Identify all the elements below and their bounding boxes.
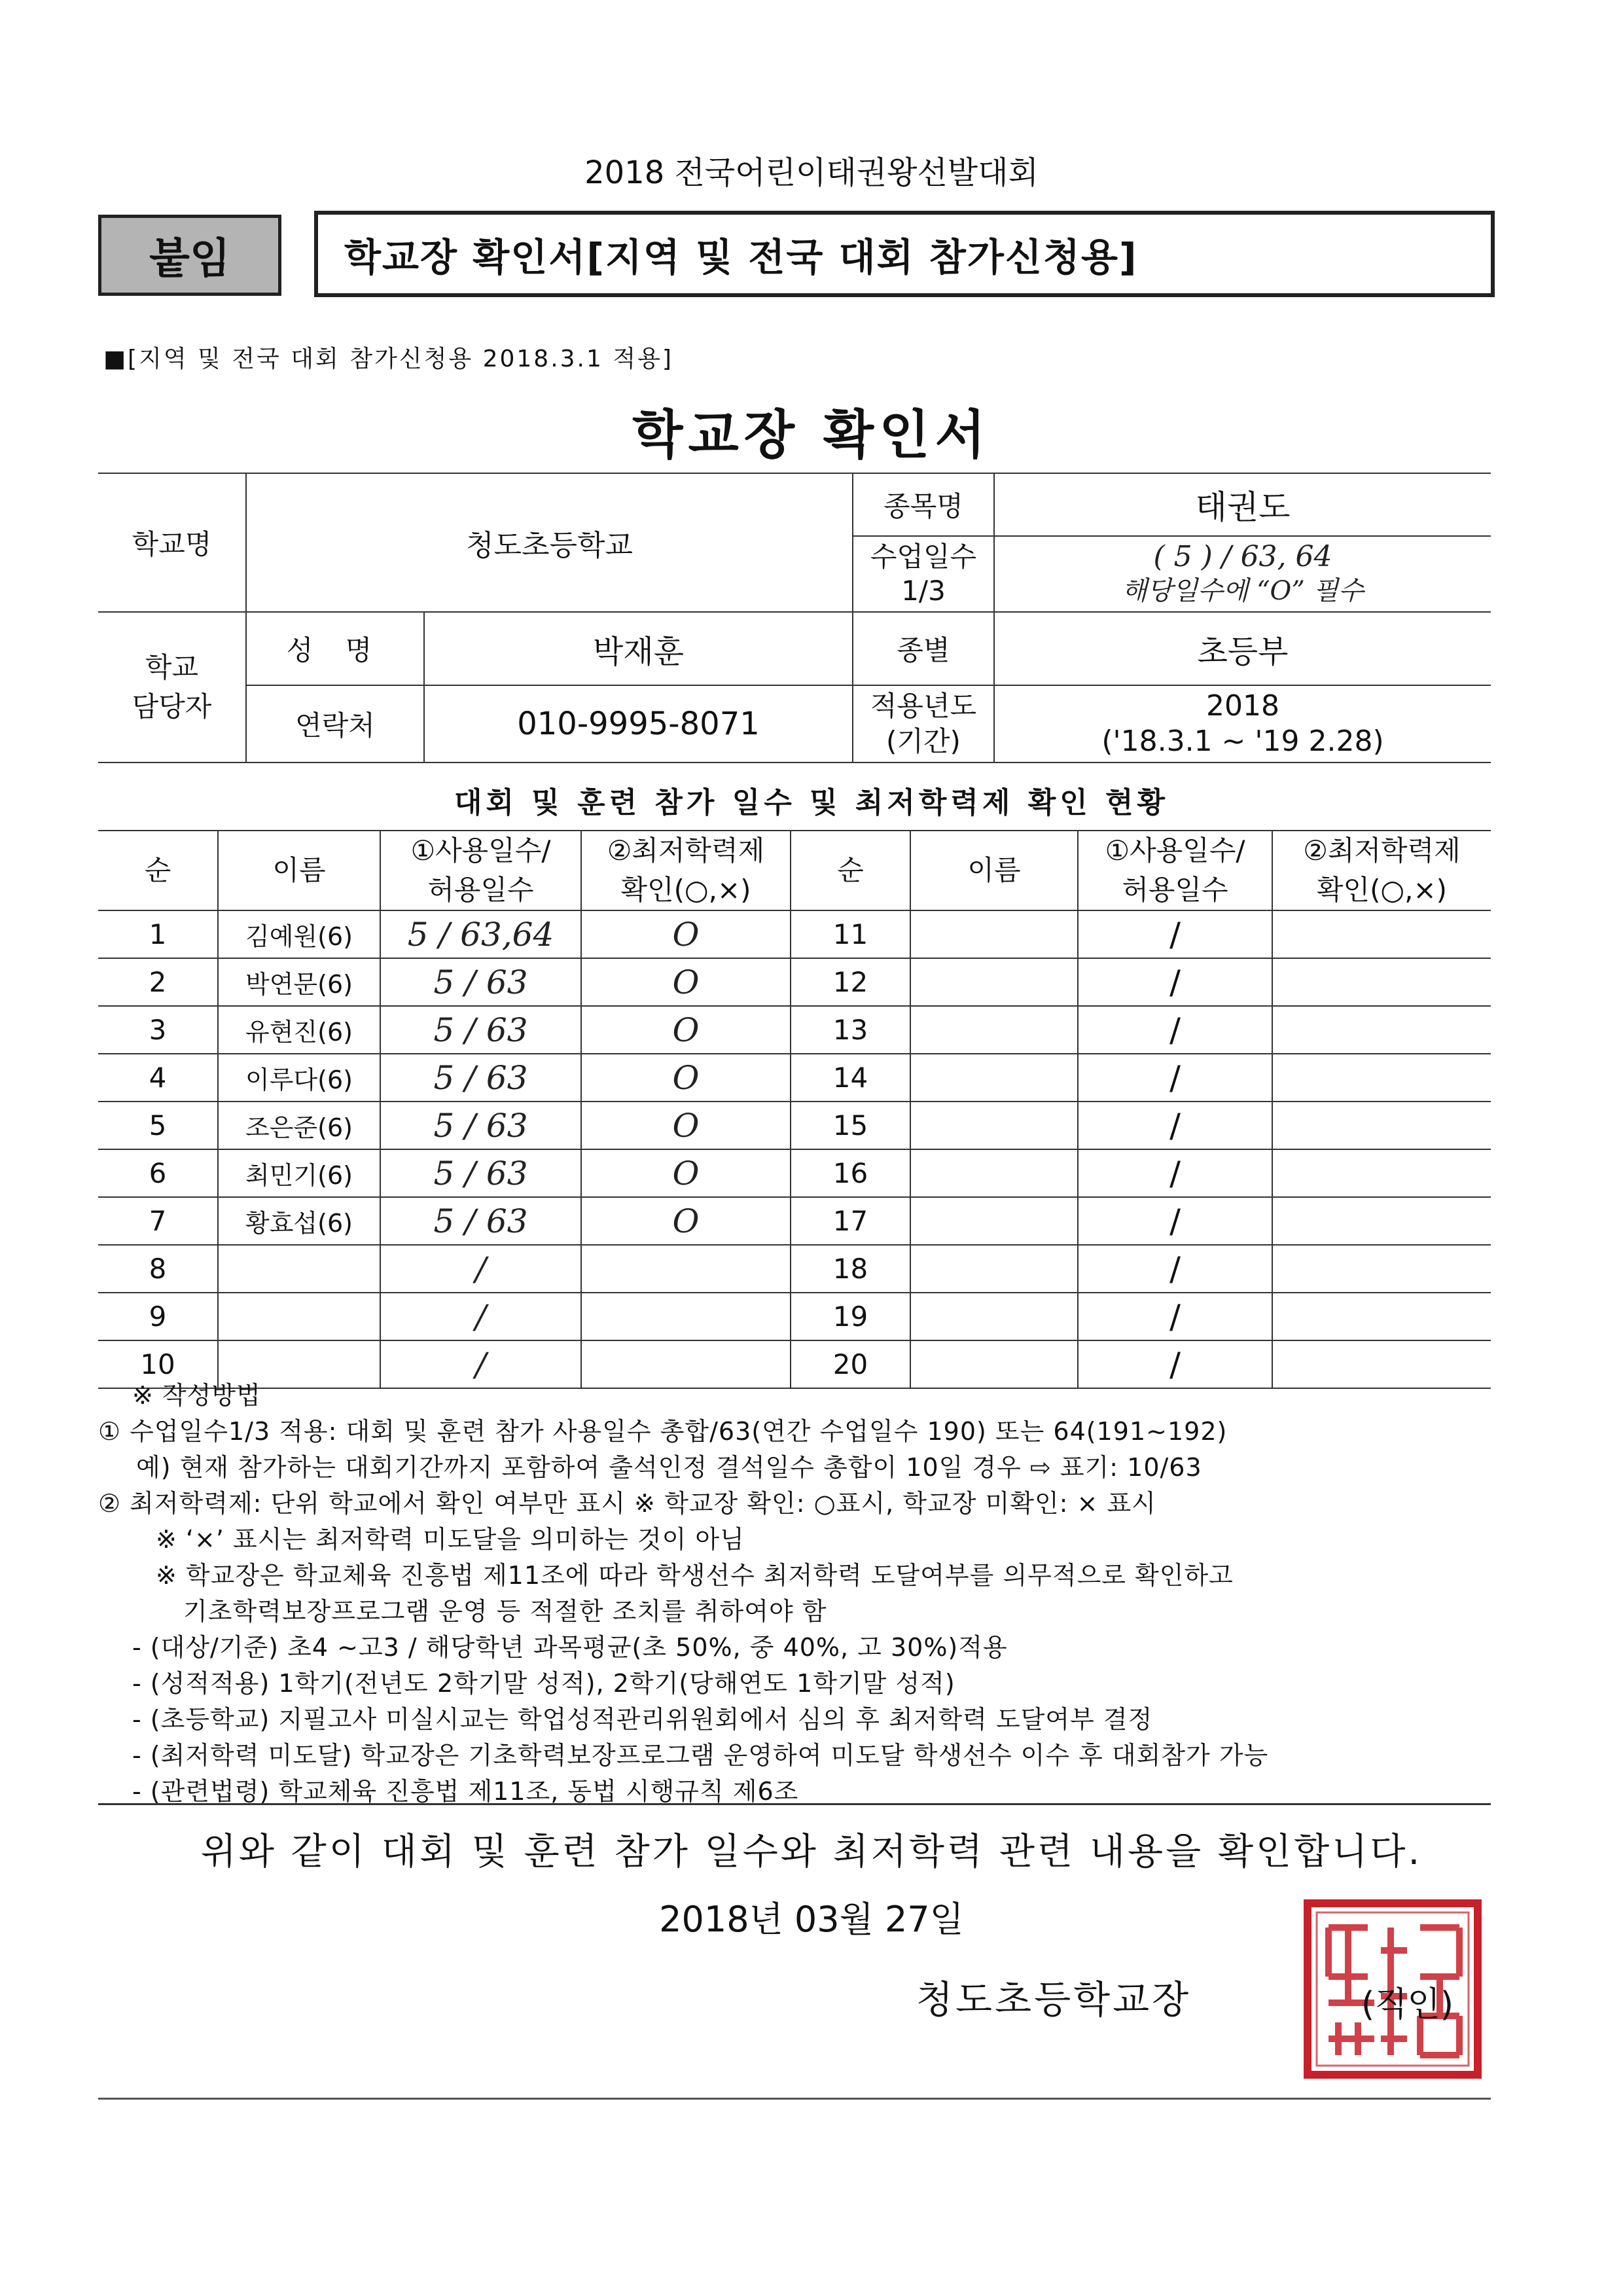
row-name — [218, 1245, 380, 1293]
row-name — [218, 1293, 380, 1340]
divider — [98, 2098, 1491, 2100]
header-min2-line2: 확인(○,×) — [1316, 874, 1448, 906]
row-name-2 — [910, 1102, 1078, 1149]
year-label-line2: (기간) — [886, 725, 961, 757]
row-no: 6 — [98, 1149, 218, 1197]
row-name-2 — [910, 1197, 1078, 1245]
row-days-2: / — [1078, 1006, 1272, 1054]
header-days — [380, 831, 581, 910]
row-no-2: 20 — [791, 1340, 910, 1388]
attachment-title: 학교장 확인서[지역 및 전국 대회 참가신청용] — [314, 211, 1495, 297]
table-row — [98, 958, 1491, 1006]
row-min-academic — [581, 1293, 791, 1340]
header-min-academic-2 — [1272, 831, 1491, 910]
row-min-academic-2 — [1272, 910, 1491, 958]
division-label: 종별 — [853, 612, 994, 685]
row-days: 5 / 63 — [380, 958, 581, 1006]
class-days-label — [853, 536, 994, 612]
staff-label — [98, 612, 246, 762]
row-days-2: / — [1078, 1054, 1272, 1102]
event-name: 태권도 — [994, 473, 1491, 536]
confirmation-statement: 위와 같이 대회 및 훈련 참가 일수와 최저학력 관련 내용을 확인합니다. — [200, 1831, 1423, 1873]
header-min-line2: 확인(○,×) — [620, 874, 751, 906]
attachment-badge: 붙임 — [98, 215, 281, 296]
method-line: ② 최저학력제: 단위 학교에서 확인 여부만 표시 ※ 학교장 확인: ○표시, 학교장 미확인: × 표시 — [98, 1489, 1156, 1518]
row-name: 조은준(6) — [218, 1102, 380, 1149]
school-name: 청도초등학교 — [246, 473, 853, 612]
row-min-academic: O — [581, 910, 791, 958]
row-name-2 — [910, 1293, 1078, 1340]
year-label-line1: 적용년도 — [870, 690, 977, 722]
seal-mark: (직인) — [1361, 1985, 1454, 2024]
row-no: 1 — [98, 910, 218, 958]
method-line: 예) 현재 참가하는 대회기간까지 포함하여 출석인정 결석일수 총합이 10일 경우 ⇨ 표기: 10/63 — [136, 1453, 1202, 1482]
row-name: 최민기(6) — [218, 1149, 380, 1197]
year-label — [853, 685, 994, 762]
row-min-academic-2 — [1272, 1054, 1491, 1102]
row-min-academic-2 — [1272, 1197, 1491, 1245]
row-name-2 — [910, 1149, 1078, 1197]
header-no-2: 순 — [791, 831, 910, 910]
row-min-academic: O — [581, 1102, 791, 1149]
row-no-2: 16 — [791, 1149, 910, 1197]
school-label: 학교명 — [98, 473, 246, 612]
table-row — [98, 1245, 1491, 1293]
participation-header-row — [98, 831, 1491, 910]
row-name-2 — [910, 910, 1078, 958]
method-line: 기초학력보장프로그램 운영 등 적절한 조치를 취하여야 함 — [183, 1597, 827, 1626]
row-no: 3 — [98, 1006, 218, 1054]
class-days-handwritten: ( 5 ) / 63, 64 — [1153, 540, 1332, 573]
row-min-academic: O — [581, 958, 791, 1006]
header-no: 순 — [98, 831, 218, 910]
row-days-2: / — [1078, 1340, 1272, 1388]
row-no-2: 11 — [791, 910, 910, 958]
signature-date: 2018년 03월 27일 — [659, 1899, 964, 1940]
row-name-2 — [910, 958, 1078, 1006]
table-row — [98, 1197, 1491, 1245]
divider — [98, 1803, 1491, 1805]
row-no-2: 17 — [791, 1197, 910, 1245]
row-days-2: / — [1078, 1245, 1272, 1293]
event-title: 2018 전국어린이태권왕선발대회 — [584, 154, 1039, 191]
row-min-academic-2 — [1272, 1102, 1491, 1149]
table-row — [98, 1102, 1491, 1149]
row-min-academic: O — [581, 1197, 791, 1245]
method-line: ※ ‘×’ 표시는 최저학력 미도달을 의미하는 것이 아님 — [156, 1525, 745, 1554]
row-days: / — [380, 1340, 581, 1388]
row-no: 8 — [98, 1245, 218, 1293]
class-days-label-line2: 1/3 — [901, 575, 946, 607]
staff-name: 박재훈 — [424, 612, 853, 685]
row-name: 이루다(6) — [218, 1054, 380, 1102]
contact-label: 연락처 — [246, 685, 424, 762]
method-line: - (성적적용) 1학기(전년도 2학기말 성적), 2학기(당해연도 1학기말 성적) — [132, 1669, 955, 1698]
method-title: ※ 작성방법 — [132, 1381, 261, 1410]
row-no-2: 18 — [791, 1245, 910, 1293]
row-days-2: / — [1078, 958, 1272, 1006]
header-name-2: 이름 — [910, 831, 1078, 910]
division-value: 초등부 — [994, 612, 1491, 685]
header-min2-line1: ②최저학력제 — [1303, 834, 1461, 867]
row-days-2: / — [1078, 1149, 1272, 1197]
method-line: ※ 학교장은 학교체육 진흥법 제11조에 따라 학생선수 최저학력 도달여부를 의무적으로 확인하고 — [156, 1561, 1234, 1590]
row-min-academic: O — [581, 1006, 791, 1054]
row-days: 5 / 63 — [380, 1102, 581, 1149]
header-min-line1: ②최저학력제 — [607, 834, 765, 867]
row-no: 7 — [98, 1197, 218, 1245]
table-row — [98, 910, 1491, 958]
row-min-academic — [581, 1245, 791, 1293]
writing-method — [98, 1378, 1505, 1810]
row-min-academic: O — [581, 1149, 791, 1197]
row-min-academic-2 — [1272, 958, 1491, 1006]
row-no: 9 — [98, 1293, 218, 1340]
row-name-2 — [910, 1245, 1078, 1293]
year-value-line2: ('18.3.1 ~ '19 2.28) — [1101, 725, 1384, 758]
row-no-2: 13 — [791, 1006, 910, 1054]
scope-note: ■[지역 및 전국 대회 참가신청용 2018.3.1 적용] — [103, 346, 673, 372]
row-name-2 — [910, 1006, 1078, 1054]
method-line: - (초등학교) 지필고사 미실시교는 학업성적관리위원회에서 심의 후 최저학력 도달여부 결정 — [132, 1705, 1153, 1734]
header-name: 이름 — [218, 831, 380, 910]
row-name: 김예원(6) — [218, 910, 380, 958]
row-days-2: / — [1078, 1197, 1272, 1245]
method-line: - (관련법령) 학교체육 진흥법 제11조, 동법 시행규칙 제6조 — [132, 1777, 799, 1806]
document-title: 학교장 확인서 — [632, 404, 991, 465]
staff-label-line1: 학교 — [145, 651, 199, 683]
row-name-2 — [910, 1054, 1078, 1102]
contact-value: 010-9995-8071 — [424, 685, 853, 762]
table-row — [98, 1006, 1491, 1054]
row-days: 5 / 63 — [380, 1149, 581, 1197]
principal-title: 청도초등학교장 — [916, 1977, 1192, 2022]
header-days-line2: 허용일수 — [427, 874, 534, 906]
row-min-academic-2 — [1272, 1006, 1491, 1054]
table-row — [98, 1149, 1491, 1197]
row-min-academic: O — [581, 1054, 791, 1102]
row-name: 박연문(6) — [218, 958, 380, 1006]
row-days-2: / — [1078, 910, 1272, 958]
row-no: 5 — [98, 1102, 218, 1149]
header-min-academic — [581, 831, 791, 910]
year-value-line1: 2018 — [1206, 689, 1279, 723]
class-days-label-line1: 수업일수 — [870, 541, 977, 573]
header-days2-line2: 허용일수 — [1122, 874, 1228, 906]
participation-table — [98, 830, 1491, 1389]
row-name: 황효섭(6) — [218, 1197, 380, 1245]
row-min-academic-2 — [1272, 1149, 1491, 1197]
row-no: 10 — [98, 1340, 218, 1388]
row-min-academic-2 — [1272, 1293, 1491, 1340]
row-days: 5 / 63 — [380, 1054, 581, 1102]
row-days: / — [380, 1245, 581, 1293]
method-line: - (최저학력 미도달) 학교장은 기초학력보장프로그램 운영하여 미도달 학생선수 이수 후 대회참가 가능 — [132, 1741, 1269, 1770]
row-days: 5 / 63 — [380, 1197, 581, 1245]
header-days-line1: ①사용일수/ — [410, 834, 551, 867]
table-row — [98, 1054, 1491, 1102]
row-days: 5 / 63 — [380, 1006, 581, 1054]
method-line: - (대상/기준) 초4 ~고3 / 해당학년 과목평균(초 50%, 중 40%, 고 30%)적용 — [132, 1633, 1008, 1662]
participation-body — [98, 910, 1491, 1388]
class-days-value — [994, 536, 1491, 612]
event-label: 종목명 — [853, 473, 994, 536]
row-no-2: 19 — [791, 1293, 910, 1340]
row-no-2: 12 — [791, 958, 910, 1006]
row-days: 5 / 63,64 — [380, 910, 581, 958]
year-value — [994, 685, 1491, 762]
method-line: ① 수업일수1/3 적용: 대회 및 훈련 참가 사용일수 총합/63(연간 수업일수 190) 또는 64(191~192) — [98, 1417, 1228, 1446]
table-row — [98, 1293, 1491, 1340]
header-days-2 — [1078, 831, 1272, 910]
staff-label-line2: 담당자 — [132, 691, 212, 723]
row-no-2: 14 — [791, 1054, 910, 1102]
row-name: 유현진(6) — [218, 1006, 380, 1054]
row-days: / — [380, 1293, 581, 1340]
row-days-2: / — [1078, 1102, 1272, 1149]
section-title: 대회 및 훈련 참가 일수 및 최저학력제 확인 현황 — [454, 786, 1169, 819]
row-min-academic-2 — [1272, 1245, 1491, 1293]
school-info-table — [98, 473, 1491, 763]
row-days-2: / — [1078, 1293, 1272, 1340]
class-days-note: 해당일수에 “O” 필수 — [1122, 576, 1364, 606]
name-label: 성 명 — [246, 612, 424, 685]
row-no: 4 — [98, 1054, 218, 1102]
row-no: 2 — [98, 958, 218, 1006]
header-days2-line1: ①사용일수/ — [1105, 834, 1245, 867]
row-no-2: 15 — [791, 1102, 910, 1149]
